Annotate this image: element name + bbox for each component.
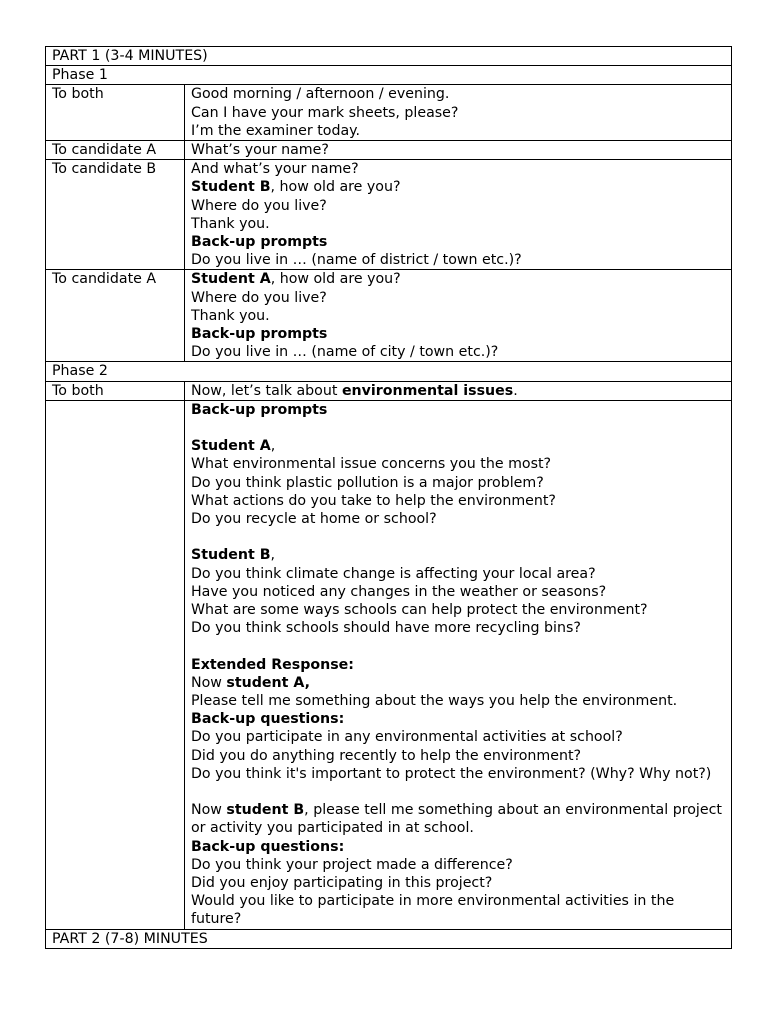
part2-title: PART 2 (7-8) MINUTES: [46, 929, 732, 948]
extended-response-heading: Extended Response:: [191, 656, 354, 673]
extended-a-question: Did you do anything recently to help the environment?: [191, 747, 582, 764]
extended-b-prefix: Now: [191, 802, 227, 819]
spacer: [191, 419, 725, 437]
student-a-label: Student A: [191, 438, 271, 455]
greeting-line: Good morning / afternoon / evening.: [191, 86, 450, 103]
extended-a-student: student A,: [226, 674, 310, 691]
row-label: To candidate A: [46, 141, 185, 160]
row-content: [185, 141, 732, 160]
part2-header-row: [46, 929, 732, 948]
student-b-question: Do you think schools should have more recycling bins?: [191, 620, 581, 637]
backup-prompts-heading: Back-up prompts: [191, 326, 328, 343]
row-content: [185, 381, 732, 400]
extended-b-question: Did you enjoy participating in this project?: [191, 875, 493, 892]
phase2-title: Phase 2: [46, 362, 732, 381]
student-a-question: What environmental issue concerns you the most?: [191, 456, 552, 473]
backup-questions-heading: Back-up questions:: [191, 838, 345, 855]
name-question: What’s your name?: [191, 142, 329, 159]
extended-a-intro: [191, 674, 725, 692]
topic-name: environmental issues: [341, 382, 514, 399]
examiner-script-table: [45, 46, 732, 949]
extended-a-prefix: Now: [191, 674, 227, 691]
residence-question: Where do you live?: [191, 197, 327, 214]
phase2-row-to-both: [46, 381, 732, 400]
phase2-row-prompts: [46, 400, 732, 929]
row-label: To candidate B: [46, 160, 185, 270]
student-b-label: Student B: [191, 179, 271, 196]
examiner-intro-line: I’m the examiner today.: [191, 122, 361, 139]
student-b-question: Have you noticed any changes in the weather or seasons?: [191, 583, 607, 600]
student-b-question: What are some ways schools can help protect the environment?: [191, 602, 648, 619]
row-content: [185, 400, 732, 929]
extended-a-question: Do you participate in any environmental activities at school?: [191, 729, 623, 746]
age-question-text: , how old are you?: [270, 179, 401, 196]
student-a-question: Do you recycle at home or school?: [191, 511, 437, 528]
backup-prompt: Do you live in … (name of district / town etc.)?: [191, 252, 522, 269]
age-question: [191, 270, 725, 288]
phase1-row-to-both: [46, 85, 732, 141]
row-content: [185, 85, 732, 141]
phase1-row-candidate-a-name: [46, 141, 732, 160]
backup-prompt: Do you live in … (name of city / town etc.)?: [191, 344, 499, 361]
extended-b-question: Do you think your project made a difference?: [191, 856, 513, 873]
topic-intro: [191, 382, 725, 400]
row-label: To both: [46, 381, 185, 400]
student-b-comma: ,: [270, 547, 276, 564]
phase1-row-candidate-a: [46, 270, 732, 362]
extended-a-prompt: Please tell me something about the ways you help the environment.: [191, 693, 678, 710]
thanks-line: Thank you.: [191, 307, 270, 324]
student-b-question: Do you think climate change is affecting your local area?: [191, 565, 596, 582]
phase1-row-candidate-b: [46, 160, 732, 270]
row-content: [185, 270, 732, 362]
thanks-line: Thank you.: [191, 215, 270, 232]
student-a-label: Student A: [191, 271, 271, 288]
spacer: [191, 637, 725, 655]
student-a-question: What actions do you take to help the environment?: [191, 492, 556, 509]
row-content: [185, 160, 732, 270]
student-a-comma: ,: [270, 438, 276, 455]
extended-b-prompt-text: , please tell me something about an environmental project or activity you participated in at school.: [191, 802, 722, 837]
name-question: And what’s your name?: [191, 161, 359, 178]
part1-title: PART 1 (3-4 MINUTES): [46, 47, 732, 66]
backup-questions-heading: Back-up questions:: [191, 711, 345, 728]
student-b-heading: [191, 546, 725, 564]
topic-intro-suffix: .: [513, 382, 518, 399]
extended-b-prompt: [191, 801, 725, 837]
backup-prompts-heading: Back-up prompts: [191, 401, 328, 418]
student-b-label: Student B: [191, 547, 271, 564]
extended-b-student: student B: [226, 802, 305, 819]
phase1-title: Phase 1: [46, 66, 732, 85]
topic-intro-prefix: Now, let’s talk about: [191, 382, 342, 399]
student-a-question: Do you think plastic pollution is a major problem?: [191, 474, 544, 491]
student-a-heading: [191, 437, 725, 455]
age-question-text: , how old are you?: [270, 271, 401, 288]
row-label: To candidate A: [46, 270, 185, 362]
spacer: [191, 783, 725, 801]
mark-sheets-line: Can I have your mark sheets, please?: [191, 104, 459, 121]
row-label: To both: [46, 85, 185, 141]
extended-a-question: Do you think it's important to protect the environment? (Why? Why not?): [191, 765, 712, 782]
backup-prompts-heading: Back-up prompts: [191, 234, 328, 251]
phase2-header-row: [46, 362, 732, 381]
row-label-empty: [46, 400, 185, 929]
extended-b-question: Would you like to participate in more environmental activities in the future?: [191, 893, 675, 928]
part1-header-row: [46, 47, 732, 66]
residence-question: Where do you live?: [191, 289, 327, 306]
spacer: [191, 528, 725, 546]
phase1-header-row: [46, 66, 732, 85]
age-question: [191, 178, 725, 196]
